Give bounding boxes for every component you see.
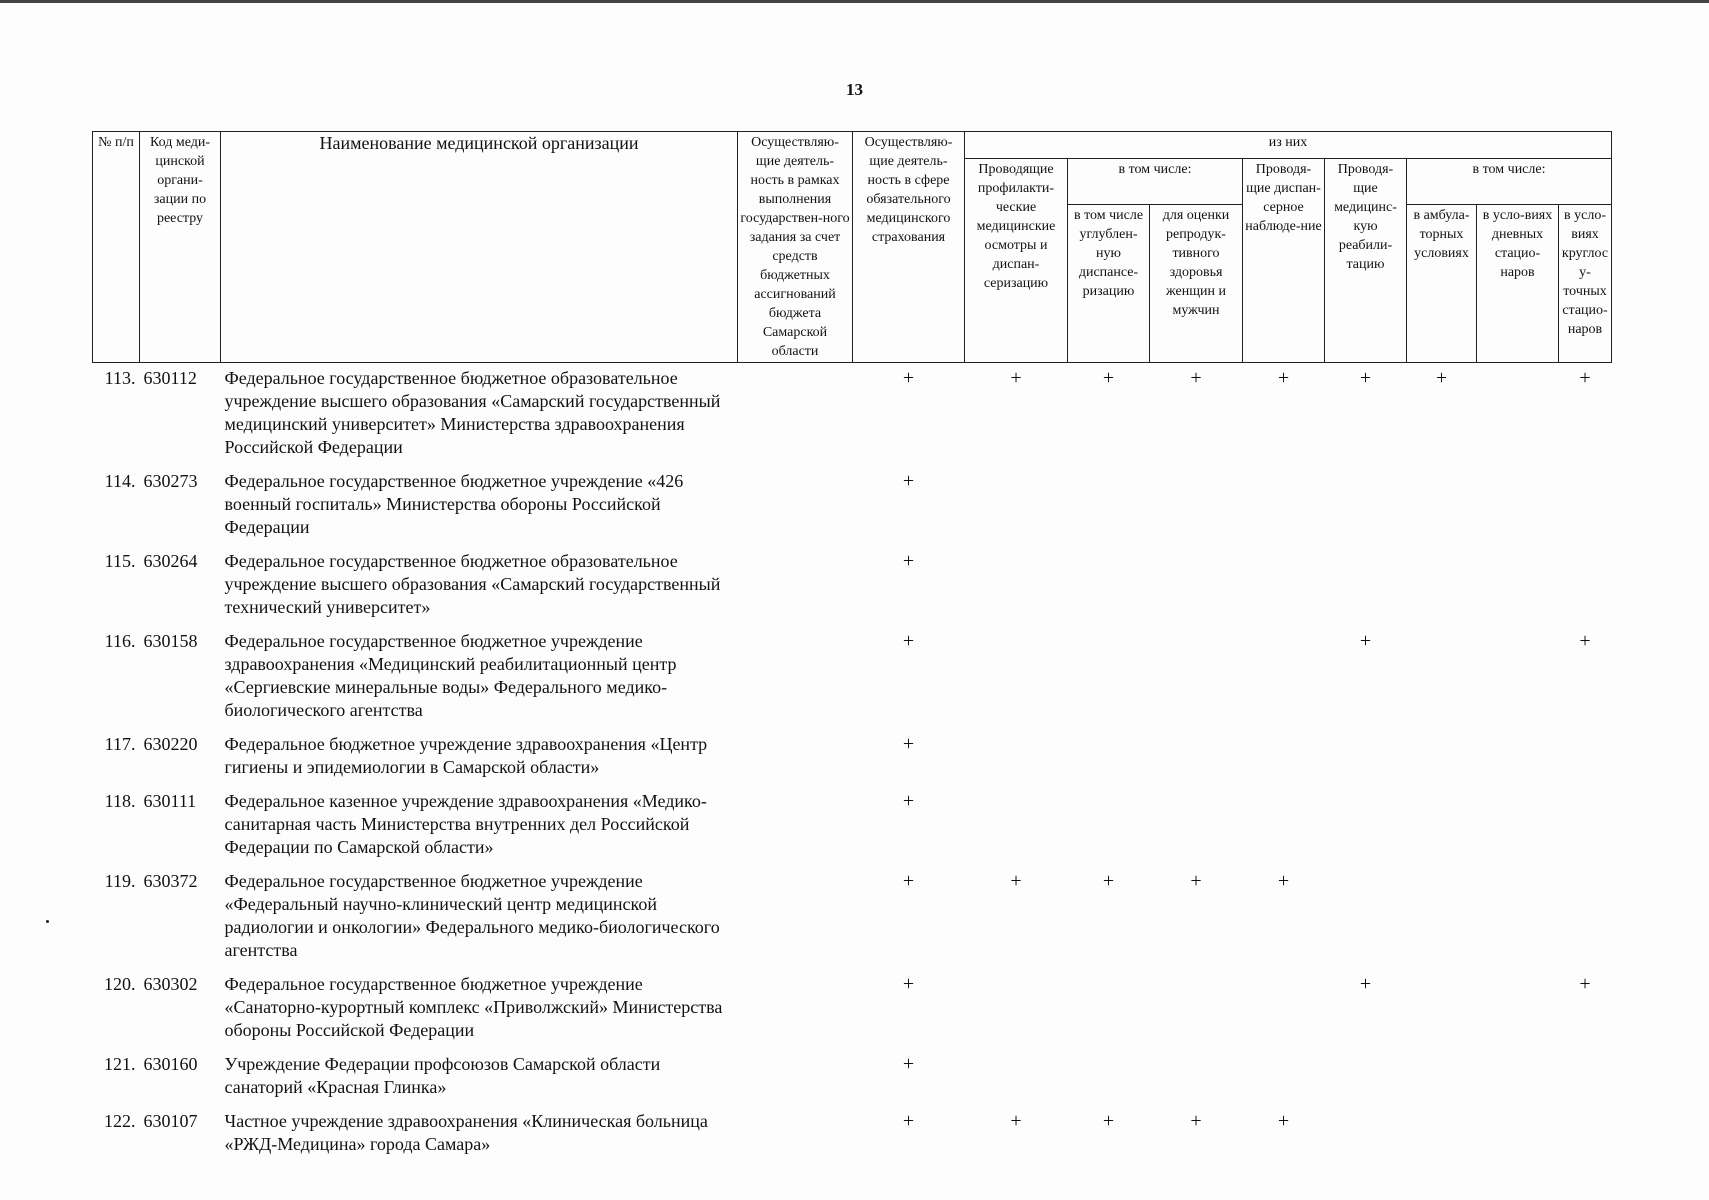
- cell-oms: +: [902, 1053, 915, 1075]
- cell-oms: +: [902, 367, 915, 389]
- header-iz-nih: из них: [965, 132, 1612, 159]
- cell-oms: +: [902, 1110, 915, 1132]
- cell-num: 113.: [104, 368, 136, 388]
- cell-krugl: [1559, 788, 1612, 868]
- cell-num: 116.: [104, 631, 136, 651]
- header-prof: Проводящие профилакти-ческие медицинские осмотры и диспан-серизацию: [965, 159, 1068, 363]
- cell-name: Федеральное государственное бюджетное учреждение «Федеральный научно-клинический центр медицинской радиологии и онкологии» Федерального медико-биологического агентства: [224, 871, 720, 960]
- cell-reab: [1325, 468, 1407, 548]
- cell-ambul: [1407, 548, 1477, 628]
- cell-uglub: +: [1102, 367, 1115, 389]
- cell-uglub: +: [1102, 1110, 1115, 1132]
- cell-name: Учреждение Федерации профсоюзов Самарской области санаторий «Красная Глинка»: [224, 1054, 661, 1097]
- cell-prof: [965, 1051, 1068, 1108]
- header-num: № п/п: [93, 132, 140, 363]
- cell-reprod: +: [1190, 1110, 1202, 1132]
- cell-ambul: [1407, 1108, 1477, 1165]
- cell-krugl: [1559, 1051, 1612, 1108]
- cell-num: 115.: [104, 551, 136, 571]
- cell-disp: [1243, 971, 1325, 1051]
- header-ambul: в амбула-торных условиях: [1407, 205, 1477, 363]
- cell-budget: [738, 468, 853, 548]
- cell-oms: +: [902, 733, 915, 755]
- cell-budget: [738, 1108, 853, 1165]
- cell-ambul: [1407, 731, 1477, 788]
- cell-uglub: [1068, 731, 1150, 788]
- cell-disp: [1243, 468, 1325, 548]
- page-number: 13: [846, 80, 863, 99]
- header-v-tom-chisle-1: в том числе:: [1068, 159, 1243, 205]
- cell-name: Федеральное государственное бюджетное учреждение «Санаторно-курортный комплекс «Приволжский» Министерства обороны Российской Федерации: [224, 974, 723, 1040]
- cell-oms: +: [902, 470, 915, 492]
- header-oms: Осуществляю-щие деятель-ность в сфере обязательного медицинского страхования: [853, 132, 965, 363]
- cell-budget: [738, 548, 853, 628]
- cell-ambul: [1407, 1051, 1477, 1108]
- cell-reab: [1325, 868, 1407, 971]
- cell-reprod: [1150, 468, 1243, 548]
- cell-code: 630220: [143, 734, 198, 754]
- cell-uglub: +: [1102, 870, 1115, 892]
- cell-ambul: +: [1435, 367, 1448, 389]
- cell-budget: [738, 971, 853, 1051]
- header-disp: Проводя-щие диспан-серное наблюде-ние: [1243, 159, 1325, 363]
- cell-uglub: [1068, 468, 1150, 548]
- cell-reprod: [1150, 628, 1243, 731]
- cell-ambul: [1407, 868, 1477, 971]
- cell-oms: +: [902, 790, 915, 812]
- cell-disp: [1243, 731, 1325, 788]
- scan-speck: [46, 920, 49, 923]
- header-uglub: в том числе углублен-ную диспансе-ризацию: [1068, 205, 1150, 363]
- cell-dnev: [1477, 548, 1559, 628]
- cell-prof: [965, 548, 1068, 628]
- header-v-tom-chisle-2: в том числе:: [1407, 159, 1612, 205]
- cell-ambul: [1407, 971, 1477, 1051]
- cell-prof: [965, 788, 1068, 868]
- cell-prof: [965, 628, 1068, 731]
- table-row: [93, 548, 1612, 628]
- cell-num: 118.: [104, 791, 136, 811]
- cell-disp: [1243, 788, 1325, 868]
- table-row: [93, 1051, 1612, 1108]
- cell-name: Федеральное государственное бюджетное учреждение «426 военный госпиталь» Министерства обороны Российской Федерации: [224, 471, 684, 537]
- cell-uglub: [1068, 628, 1150, 731]
- cell-reprod: [1150, 788, 1243, 868]
- cell-code: 630112: [143, 368, 197, 388]
- cell-budget: [738, 788, 853, 868]
- cell-dnev: [1477, 1051, 1559, 1108]
- header-dnev: в усло-виях дневных стацио-наров: [1477, 205, 1559, 363]
- table-row: [93, 1108, 1612, 1165]
- cell-dnev: [1477, 363, 1559, 469]
- cell-num: 117.: [104, 734, 136, 754]
- cell-krugl: [1559, 548, 1612, 628]
- cell-reprod: [1150, 971, 1243, 1051]
- cell-uglub: [1068, 971, 1150, 1051]
- cell-dnev: [1477, 628, 1559, 731]
- cell-oms: +: [902, 973, 915, 995]
- cell-reprod: +: [1190, 367, 1202, 389]
- cell-disp: [1243, 628, 1325, 731]
- header-reprod: для оценки репродук-тивного здоровья женщин и мужчин: [1150, 205, 1243, 363]
- cell-prof: +: [1010, 870, 1022, 892]
- cell-dnev: [1477, 731, 1559, 788]
- cell-code: 630302: [143, 974, 198, 994]
- cell-disp: [1243, 548, 1325, 628]
- cell-reab: +: [1359, 367, 1372, 389]
- cell-ambul: [1407, 628, 1477, 731]
- cell-budget: [738, 1051, 853, 1108]
- cell-oms: +: [902, 870, 915, 892]
- cell-disp: +: [1277, 367, 1290, 389]
- cell-prof: [965, 971, 1068, 1051]
- cell-disp: +: [1277, 1110, 1290, 1132]
- table-row: [93, 363, 1612, 469]
- table-row: [93, 868, 1612, 971]
- table-row: [93, 628, 1612, 731]
- header-krugl: в усло-виях круглосу-точных стацио-наров: [1559, 205, 1612, 363]
- cell-krugl: [1559, 868, 1612, 971]
- cell-name: Федеральное казенное учреждение здравоохранения «Медико-санитарная часть Министерства внутренних дел Российской Федерации по Самарской области»: [224, 791, 707, 857]
- table-body: [93, 363, 1612, 1166]
- cell-num: 121.: [104, 1054, 136, 1074]
- table-row: [93, 788, 1612, 868]
- header-reab: Проводя-щие медицинс-кую реабили-тацию: [1325, 159, 1407, 363]
- cell-reprod: [1150, 1051, 1243, 1108]
- cell-dnev: [1477, 1108, 1559, 1165]
- cell-oms: +: [902, 630, 915, 652]
- cell-dnev: [1477, 788, 1559, 868]
- cell-prof: +: [1010, 367, 1022, 389]
- cell-num: 114.: [104, 471, 136, 491]
- cell-dnev: [1477, 971, 1559, 1051]
- cell-code: 630273: [143, 471, 198, 491]
- cell-name: Федеральное бюджетное учреждение здравоохранения «Центр гигиены и эпидемиологии в Самарской области»: [224, 734, 708, 777]
- cell-krugl: +: [1579, 630, 1591, 652]
- cell-reab: +: [1359, 630, 1372, 652]
- cell-krugl: [1559, 468, 1612, 548]
- cell-oms: +: [902, 550, 915, 572]
- cell-prof: [965, 468, 1068, 548]
- cell-prof: [965, 731, 1068, 788]
- cell-dnev: [1477, 868, 1559, 971]
- table-row: [93, 468, 1612, 548]
- cell-num: 119.: [104, 871, 136, 891]
- cell-budget: [738, 363, 853, 469]
- medical-organizations-table: [92, 131, 1612, 1165]
- cell-reab: [1325, 731, 1407, 788]
- cell-code: 630372: [143, 871, 198, 891]
- cell-disp: [1243, 1051, 1325, 1108]
- cell-reab: [1325, 1051, 1407, 1108]
- header-name: Наименование медицинской организации: [221, 132, 738, 363]
- header-code: Код меди-цинской органи-зации по реестру: [140, 132, 221, 363]
- cell-reprod: [1150, 548, 1243, 628]
- cell-reab: [1325, 548, 1407, 628]
- cell-krugl: [1559, 731, 1612, 788]
- cell-krugl: +: [1579, 367, 1591, 389]
- cell-name: Федеральное государственное бюджетное образовательное учреждение высшего образования «Самарский государственный медицинский университет» Министерства здравоохранения Российской Федерации: [224, 368, 721, 457]
- cell-dnev: [1477, 468, 1559, 548]
- cell-prof: +: [1010, 1110, 1022, 1132]
- cell-name: Федеральное государственное бюджетное учреждение здравоохранения «Медицинский реабилитационный центр «Сергиевские минеральные воды» Федерального медико-биологического агентства: [224, 631, 677, 720]
- cell-budget: [738, 628, 853, 731]
- cell-krugl: [1559, 1108, 1612, 1165]
- cell-budget: [738, 868, 853, 971]
- cell-code: 630111: [143, 791, 197, 811]
- cell-num: 122.: [104, 1111, 136, 1131]
- cell-uglub: [1068, 548, 1150, 628]
- cell-budget: [738, 731, 853, 788]
- cell-num: 120.: [104, 974, 136, 994]
- cell-reab: +: [1359, 973, 1372, 995]
- cell-reab: [1325, 1108, 1407, 1165]
- header-budget: Осуществляю-щие деятель-ность в рамках выполнения государствен-ного задания за счет средств бюджетных ассигнований бюджета Самарской области: [738, 132, 853, 363]
- cell-code: 630158: [143, 631, 198, 651]
- cell-uglub: [1068, 1051, 1150, 1108]
- cell-ambul: [1407, 788, 1477, 868]
- table-row: [93, 971, 1612, 1051]
- cell-reab: [1325, 788, 1407, 868]
- cell-disp: +: [1277, 870, 1290, 892]
- cell-name: Частное учреждение здравоохранения «Клиническая больница «РЖД-Медицина» города Самара»: [224, 1111, 708, 1154]
- cell-reprod: [1150, 731, 1243, 788]
- table-row: [93, 731, 1612, 788]
- cell-krugl: +: [1579, 973, 1591, 995]
- cell-code: 630160: [143, 1054, 198, 1074]
- cell-ambul: [1407, 468, 1477, 548]
- cell-code: 630107: [143, 1111, 198, 1131]
- cell-code: 630264: [143, 551, 198, 571]
- scan-top-edge: [0, 0, 1709, 3]
- cell-uglub: [1068, 788, 1150, 868]
- cell-name: Федеральное государственное бюджетное образовательное учреждение высшего образования «Самарский государственный технический университет»: [224, 551, 721, 617]
- cell-reprod: +: [1190, 870, 1202, 892]
